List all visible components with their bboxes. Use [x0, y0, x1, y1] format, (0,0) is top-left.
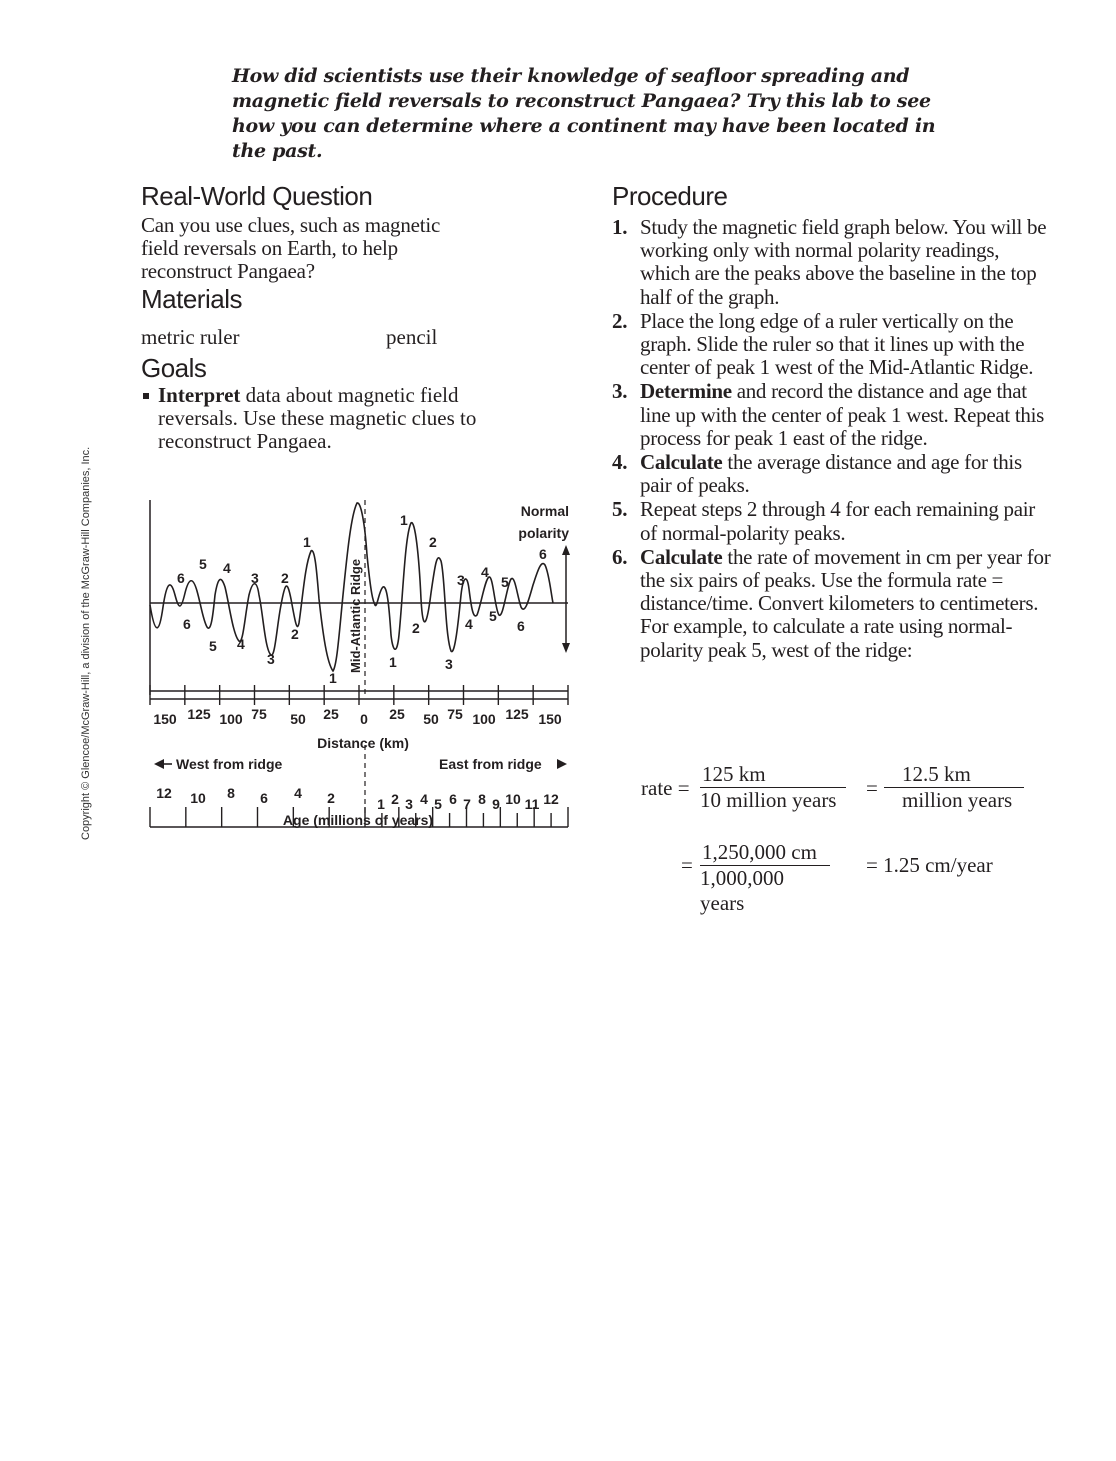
age-tick-label: 6 — [449, 791, 457, 807]
equals-sign: = — [866, 776, 878, 800]
distance-tick-label: 150 — [538, 711, 562, 727]
equals-sign: = — [681, 853, 693, 877]
materials-list — [141, 325, 591, 350]
peak-label: 6 — [539, 546, 547, 562]
distance-axis-label: Distance (km) — [317, 735, 409, 751]
age-tick-label: 11 — [524, 796, 540, 812]
age-tick-label: 2 — [327, 790, 335, 806]
ridge-label: Mid-Atlantic Ridge — [348, 558, 363, 673]
procedure-heading: Procedure — [612, 181, 728, 211]
distance-tick-label: 75 — [447, 706, 463, 722]
distance-tick-label: 150 — [153, 711, 177, 727]
normal-label: Normal — [520, 503, 569, 519]
procedure-step — [612, 546, 1052, 662]
step-text: the average distance and age for this pair of peaks. — [640, 450, 1022, 498]
real-world-text: Can you use clues, such as magnetic field reversals on Earth, to help reconstruct Pangaea? — [141, 213, 441, 283]
age-tick-label: 2 — [391, 791, 399, 807]
age-tick-label: 3 — [405, 796, 413, 812]
step-number: 3. — [612, 379, 628, 404]
left-column — [141, 180, 591, 453]
step-number: 4. — [612, 450, 628, 475]
peak-label: 1 — [303, 534, 311, 550]
goals-heading: Goals — [141, 353, 207, 383]
step-text: Place the long edge of a ruler vertically on the graph. Slide the ruler so that it lines up with the center of peak 1 west of the Mid-Atlantic Ridge. — [640, 308, 1034, 380]
fraction-denominator: 1,000,000 years — [700, 866, 784, 915]
distance-tick-labels — [153, 706, 562, 727]
age-tick-label: 12 — [156, 785, 172, 801]
age-labels-west — [156, 785, 335, 806]
trough-label: 2 — [291, 626, 299, 642]
peak-label: 3 — [251, 570, 259, 586]
trough-label: 6 — [183, 616, 191, 632]
right-column — [612, 180, 1052, 663]
goal-bold: Interpret — [158, 383, 241, 407]
trough-label: 6 — [517, 618, 525, 634]
distance-tick-label: 0 — [360, 711, 368, 727]
trough-label: 3 — [445, 656, 453, 672]
magnetic-field-graph — [141, 495, 581, 840]
fraction-numerator: 1,250,000 cm — [700, 840, 830, 866]
fraction-denominator: million years — [902, 788, 1013, 812]
formula-result: = 1.25 cm/year — [866, 853, 993, 877]
material-item: pencil — [386, 325, 438, 349]
peak-label: 5 — [199, 556, 207, 572]
polarity-arrow-up — [562, 545, 570, 555]
distance-tick-label: 25 — [389, 706, 405, 722]
materials-heading: Materials — [141, 284, 242, 314]
fraction-3 — [700, 840, 830, 916]
distance-ticks — [150, 685, 568, 705]
age-tick-label: 10 — [190, 790, 206, 806]
trough-label: 1 — [329, 670, 337, 686]
distance-tick-label: 100 — [219, 711, 243, 727]
step-text: and record the distance and age that line up with the center of peak 1 west. Repeat this process for peak 1 east of the ridge. — [640, 379, 1044, 450]
step-text: Study the magnetic field graph below. You will be working only with normal polarity readings, which are the peaks above the baseline in the top half of the graph. — [640, 215, 1047, 309]
age-tick-label: 1 — [377, 796, 385, 812]
age-tick-label: 4 — [420, 791, 428, 807]
procedure-step — [612, 498, 1052, 544]
step-text: Repeat steps 2 through 4 for each remaining pair of normal-polarity peaks. — [640, 497, 1035, 545]
procedure-list — [612, 216, 1052, 662]
trough-label: 3 — [267, 651, 275, 667]
step-number: 6. — [612, 544, 628, 569]
age-tick-label: 6 — [260, 790, 268, 806]
procedure-step — [612, 216, 1052, 309]
step-bold: Calculate — [640, 544, 723, 569]
step-text: the rate of movement in cm per year for the six pairs of peaks. Use the formula rate = distance/time. Convert kilometers to centimeters. For example, to calculate a rate using normal-polarity peak 5, west of the ridge: — [640, 544, 1051, 662]
west-label: West from ridge — [176, 756, 283, 772]
east-arrow-icon — [557, 759, 567, 769]
trough-label: 4 — [465, 616, 473, 632]
trough-label: 2 — [412, 620, 420, 636]
east-label: East from ridge — [439, 756, 542, 772]
distance-tick-label: 75 — [251, 706, 267, 722]
age-tick-label: 8 — [227, 785, 235, 801]
age-tick-label: 5 — [434, 796, 442, 812]
trough-label: 5 — [209, 638, 217, 654]
real-world-heading: Real-World Question — [141, 181, 373, 211]
age-tick-label: 9 — [492, 796, 500, 812]
age-tick-label: 10 — [505, 791, 521, 807]
distance-tick-label: 50 — [290, 711, 306, 727]
procedure-step — [612, 451, 1052, 497]
distance-tick-label: 125 — [505, 706, 529, 722]
step-number: 5. — [612, 497, 628, 522]
procedure-step — [612, 310, 1052, 380]
age-tick-label: 12 — [543, 791, 559, 807]
step-number: 2. — [612, 308, 628, 333]
age-labels-east — [377, 791, 559, 812]
fraction-1 — [700, 762, 846, 813]
age-tick-label: 8 — [478, 791, 486, 807]
peak-label: 3 — [457, 572, 465, 588]
peak-label: 5 — [501, 574, 509, 590]
intro-question: How did scientists use their knowledge of seafloor spreading and magnetic field reversals to reconstruct Pangaea? Try this lab to see how you can determine where a continent may have been located in the past. — [232, 65, 936, 162]
step-bold: Calculate — [640, 450, 723, 475]
trough-label: 5 — [489, 608, 497, 624]
rate-label: rate = — [641, 776, 690, 800]
graph-svg — [141, 495, 581, 835]
distance-tick-label: 125 — [187, 706, 211, 722]
step-number: 1. — [612, 215, 628, 239]
trough-label: 1 — [389, 654, 397, 670]
copyright-notice: Copyright © Glencoe/McGraw-Hill, a division of the McGraw-Hill Companies, Inc. — [80, 446, 92, 840]
peak-label: 1 — [400, 512, 408, 528]
age-axis-label: Age (millions of years) — [282, 812, 434, 828]
peak-label: 2 — [281, 570, 289, 586]
fraction-numerator: 125 km — [700, 762, 846, 788]
goal-text: data about magnetic field reversals. Use these magnetic clues to reconstruct Pangaea. — [158, 383, 477, 453]
fraction-2 — [884, 762, 1024, 813]
trough-label: 4 — [237, 636, 245, 652]
distance-tick-label: 50 — [423, 711, 439, 727]
material-item: metric ruler — [141, 325, 240, 349]
polarity-label: polarity — [518, 525, 569, 541]
age-tick-label: 7 — [463, 796, 471, 812]
peak-label: 6 — [177, 570, 185, 586]
fraction-denominator: 10 million years — [700, 788, 837, 812]
step-bold: Determine — [640, 379, 732, 404]
distance-tick-label: 25 — [323, 706, 339, 722]
goals-list — [141, 384, 491, 453]
peak-label: 2 — [429, 534, 437, 550]
fraction-numerator: 12.5 km — [884, 762, 1024, 788]
age-tick-label: 4 — [294, 785, 302, 801]
peak-label: 4 — [481, 564, 489, 580]
distance-tick-label: 100 — [472, 711, 496, 727]
goal-item — [141, 384, 491, 453]
procedure-step — [612, 380, 1052, 450]
peak-label: 4 — [223, 560, 231, 576]
polarity-arrow-down — [562, 643, 570, 653]
